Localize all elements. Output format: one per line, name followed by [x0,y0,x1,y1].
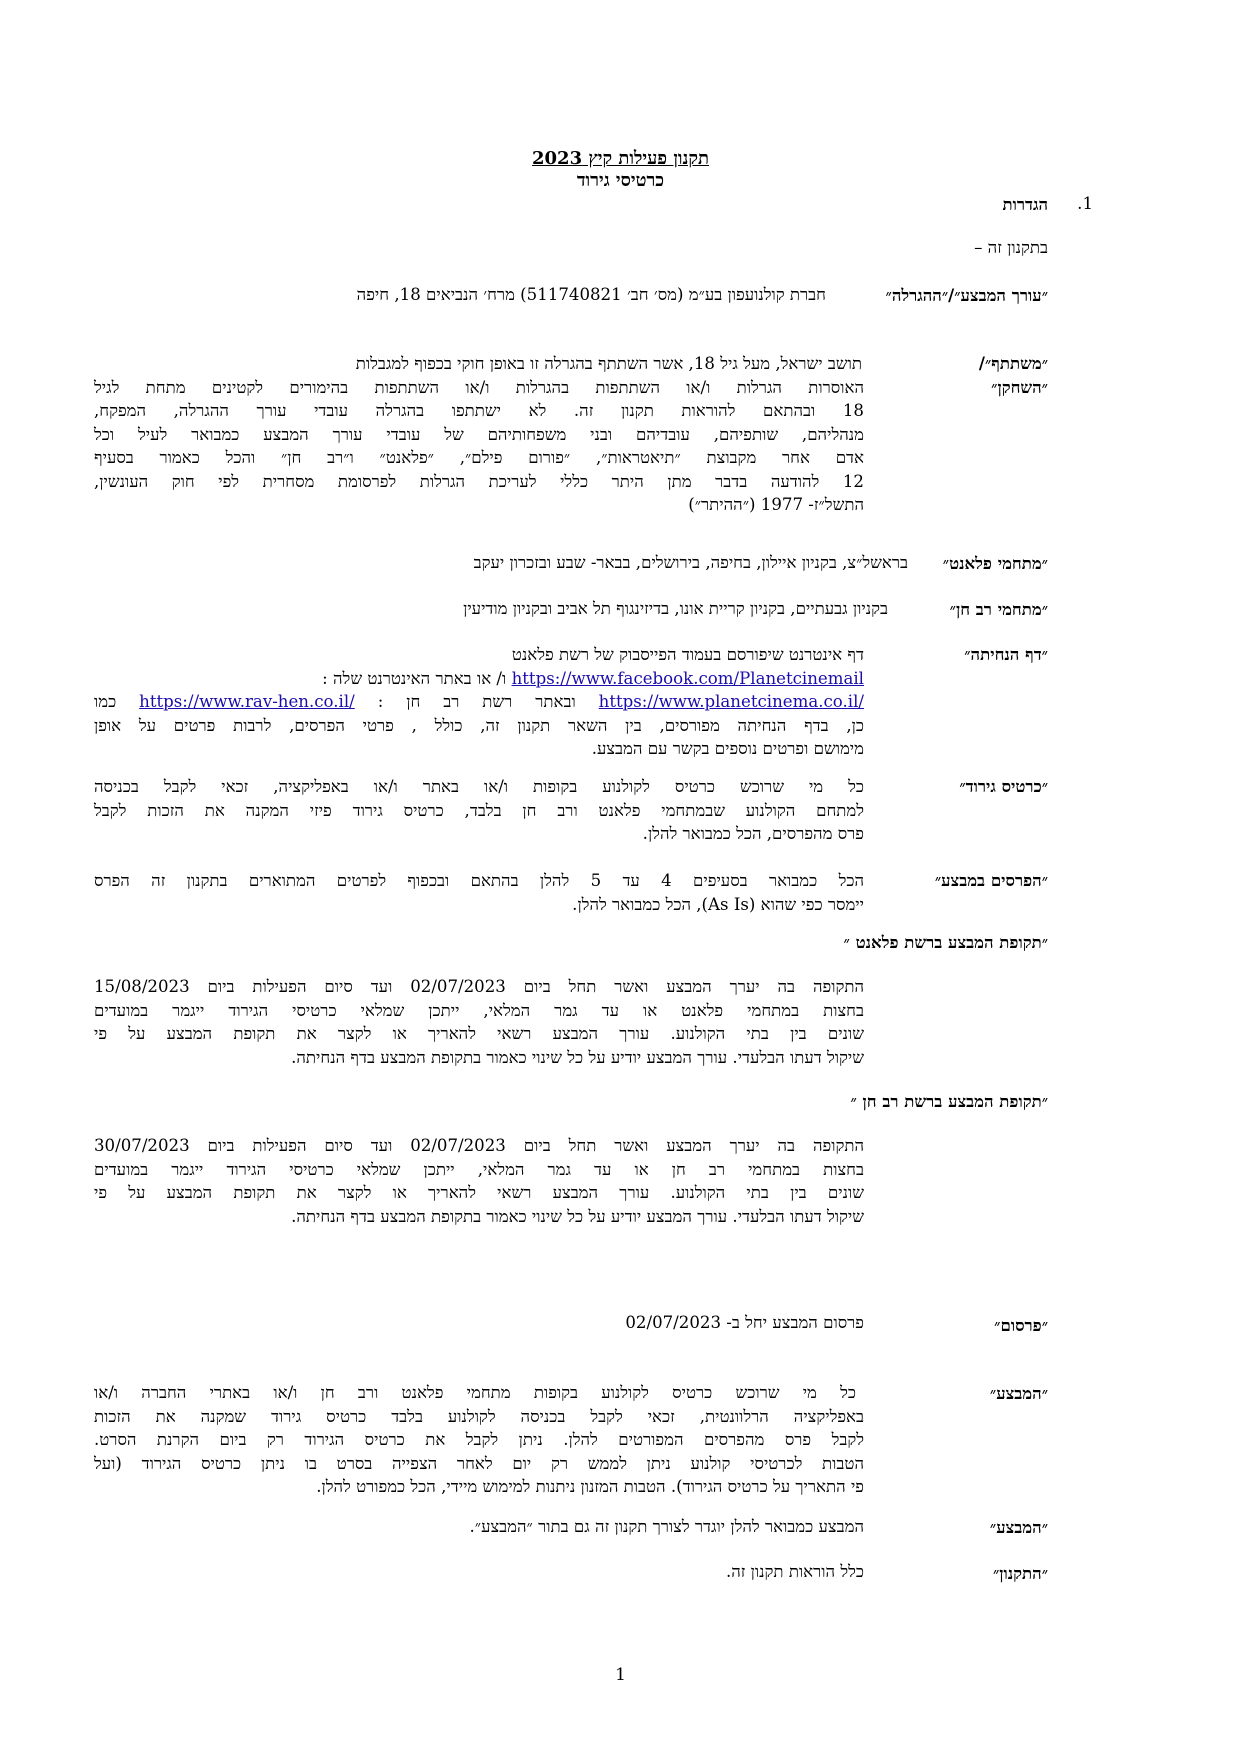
campaign-line: הטבות לכרטיסי קולנוע ניתן לממש רק יום לאחר הצפייה בסרט בו ניתן כרטיס הגירוד (ועל [94,1453,864,1473]
landing-page-line: מימושם ופרטים נוספים בקשר עם המבצע. [591,739,864,758]
participant-line: אדם אחר מקבוצת ״תיאטראות״, ״פורום פילם״, ״פלאנט״ ו״רב חן״ והכל כאמור בסעיף [94,448,864,467]
campaign-line: באפליקציה הרלוונטית, זכאי לקבל בכניסה לקולנוע בלבד כרטיס גירוד שמקנה את הזכות [94,1406,864,1426]
campaign-line: לקבל פרס מהפרסים המפורטים להלן. ניתן לקבל את כרטיס הגירוד רק ביום הקרנת הסרט. [94,1430,864,1449]
document-title: תקנון פעילות קיץ 2023 [532,148,709,169]
campaign-label: ״המבצע״ [989,1383,1048,1403]
facebook-link[interactable]: https://www.facebook.com/Planetcinemail [511,668,864,688]
scratch-card-line: כל מי שרוכש כרטיס לקולנוע בקופות ו/או באתר ו/או באפליקציה, זכאי לקבל בכניסה [94,777,864,796]
landing-page-text: כמו [94,692,117,711]
period-ravhen-label: ״תקופת המבצע ברשת רב חן ״ [850,1091,1048,1111]
landing-page-line [94,667,864,691]
prizes-label: ״הפרסים במבצע״ [934,870,1048,890]
regulations-text: כלל הוראות תקנון זה. [725,1562,864,1581]
landing-page-text: ו/ או באתר האינטרנט שלה : [322,668,507,688]
period-planet-label: ״תקופת המבצע ברשת פלאנט ״ [843,932,1048,952]
period-ravhen-line: שיקול דעתו הבלעדי. עורך המבצע יודיע על כל שינוי כאמור בתקופת המבצע בדף הנחיתה. [291,1206,864,1226]
landing-page-line [94,690,864,714]
ravhen-link[interactable]: https://www.rav-hen.co.il/ [139,692,355,711]
period-ravhen-definition [94,1134,864,1228]
participant-line: מנהליהם, שותפיהם, עובדיהם ובני משפחותיהם של עובדי עורך המבצע כמבואר לעיל וכל [94,424,864,444]
ravhen-theaters-text: בקניון גבעתיים, בקניון קריית אונו, בדיזינגוף תל אביב ובקניון מודיעין [463,599,888,618]
regulations-label: ״התקנון״ [992,1563,1048,1583]
period-planet-definition [94,975,864,1069]
planet-theaters-text: בראשל״צ, בקניון איילון, בחיפה, בירושלים, בבאר- שבע ובזכרון יעקב [473,553,908,572]
scratch-card-definition [94,775,864,846]
period-planet-line: שונים בין בתי הקולנוע. עורך המבצע רשאי להאריך או לקצר את תקופת המבצע על פי [94,1024,864,1043]
section-heading: הגדרות [1002,194,1048,214]
campaign-line: כל מי שרוכש כרטיס לקולנוע בקופות מתחמי פלאנט ורב חן ו/או באתרי החברה ו/או [94,1383,856,1402]
ravhen-theaters-label: ״מתחמי רב חן״ [949,599,1048,619]
prizes-definition [94,869,864,916]
scratch-card-line: פרס מהפרסים, הכל כמבואר להלן. [642,824,864,843]
organizer-text: חברת קולנועפון בע״מ (מס׳ חב׳ 511740821) מרח׳ הנביאים 18, חיפה [356,285,826,304]
prizes-line: יימסר כפי שהוא (As Is), הכל כמבואר להלן. [572,894,864,914]
participant-line: האוסרות הגרלות ו/או השתתפות בהגרלות ו/או השתתפות בהימורים לקטינים מתחת לגיל [94,377,864,397]
scratch-card-line: למתחם הקולנוע שבמתחמי פלאנט ורב חן בלבד, כרטיס גירוד פיזי המקנה את הזכות לקבל [94,800,864,820]
landing-page-text: ובאתר רשת רב חן : [377,692,576,711]
landing-page-label: ״דף הנחיתה״ [964,644,1048,664]
campaign-definition [94,1381,864,1499]
period-ravhen-line: התקופה בה יערך המבצע ואשר תחל ביום 02/07/2023 ועד סיום הפעילות ביום 30/07/2023 [94,1136,864,1155]
publication-text: פרסום המבצע יחל ב- 02/07/2023 [625,1313,864,1332]
section-intro: בתקנון זה – [974,238,1048,257]
prizes-line: הכל כמבואר בסעיפים 4 עד 5 להלן בהתאם ובכפוף לפרטים המתוארים בתקנון זה הפרס [94,871,864,890]
participant-line: 18 ובהתאם להוראות תקנון זה. לא ישתתפו בהגרלה עובדי עורך ההגרלה, המפקח, [94,401,864,420]
participant-label-1: ״משתתף״/ [978,353,1048,373]
campaign2-label: ״המבצע״ [989,1517,1048,1537]
participant-line: תושב ישראל, מעל גיל 18, אשר השתתף בהגרלה זו באופן חוקי בכפוף למגבלות [355,354,862,373]
landing-page-definition [94,643,864,761]
document-subtitle: כרטיסי גירוד [576,170,665,191]
participant-line: 12 להודעה בדבר מתן היתר כללי לעריכת הגרלות לפרסומת מסחרית לפי חוק העונשין, [94,471,864,491]
campaign2-text: המבצע כמבואר להלן יוגדר לצורך תקנון זה גם בתור ״המבצע״. [469,1517,864,1536]
participant-line: התשל״ז- 1977 (״ההיתר״) [688,495,864,514]
organizer-label: ״עורך המבצע״/״ההגרלה״ [885,285,1048,305]
landing-page-line: דף אינטרנט שיפורסם בעמוד הפייסבוק של רשת פלאנט [511,645,864,664]
period-planet-line: שיקול דעתו הבלעדי. עורך המבצע יודיע על כל שינוי כאמור בתקופת המבצע בדף הנחיתה. [291,1047,864,1067]
period-planet-line: התקופה בה יערך המבצע ואשר תחל ביום 02/07/2023 ועד סיום הפעילות ביום 15/08/2023 [94,977,864,996]
planetcinema-link[interactable]: https://www.planetcinema.co.il/ [598,692,864,711]
period-planet-line: בחצות במתחמי פלאנט או עד גמר המלאי, ייתכן שמלאי כרטיסי הגירוד ייגמר במועדים [94,1000,864,1020]
period-ravhen-line: בחצות במתחמי רב חן או עד גמר המלאי, ייתכן שמלאי כרטיסי הגירוד ייגמר במועדים [94,1159,864,1179]
participant-definition [94,352,864,517]
page-number: 1 [615,1665,626,1685]
section-number: 1. [1077,194,1093,213]
landing-page-line: כן, בדף הנחיתה מפורסים, בין השאר תקנון זה, כולל , פרטי הפרסים, לרבות פרטים על אופן [94,715,864,735]
publication-label: ״פרסום״ [994,1315,1048,1335]
scratch-card-label: ״כרטיס גירוד״ [959,776,1048,796]
period-ravhen-line: שונים בין בתי הקולנוע. עורך המבצע רשאי להאריך או לקצר את תקופת המבצע על פי [94,1183,864,1202]
participant-label-2: ״השחקן״ [991,377,1048,397]
campaign-line: פי התאריך על כרטיס הגירוד). הטבות המזנון ניתנות למימוש מיידי, הכל כמפורט להלן. [316,1477,864,1496]
planet-theaters-label: ״מתחמי פלאנט״ [942,553,1048,573]
